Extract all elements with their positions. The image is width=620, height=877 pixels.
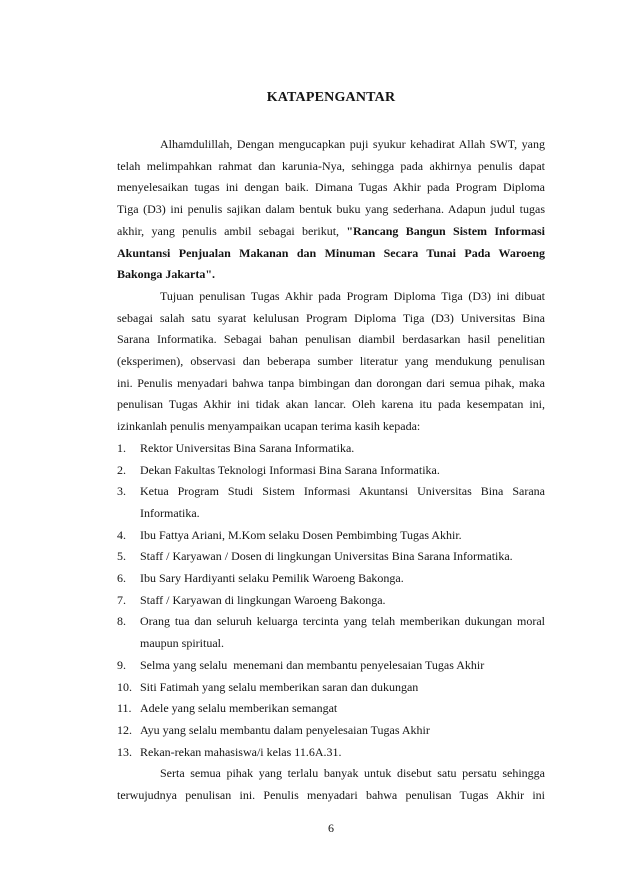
list-item-text: Orang tua dan seluruh keluarga tercinta yang telah memberikan dukungan moral <box>140 614 545 629</box>
list-number: 10. <box>117 679 132 694</box>
text-line: penulisan Tugas Akhir ini tidak akan lancar. Oleh karena itu pada kesempatan ini, <box>117 397 545 412</box>
text-line: (eksperimen), observasi dan beberapa sumber literatur yang mendukung penulisan <box>117 354 545 369</box>
paragraph-closing <box>117 763 545 806</box>
list-number: 12. <box>117 722 132 737</box>
list-number: 6. <box>117 571 126 586</box>
list-item <box>117 720 545 742</box>
list-item <box>117 481 545 524</box>
list-item-text: Siti Fatimah yang selalu memberikan saran dan dukungan <box>140 679 419 694</box>
list-item-text: Rektor Universitas Bina Sarana Informatika. <box>140 440 355 455</box>
text-line: menyelesaikan tugas ini dengan baik. Dimana Tugas Akhir pada Program Diploma <box>117 180 545 195</box>
list-item <box>117 698 545 720</box>
list-number: 8. <box>117 614 126 629</box>
list-number: 3. <box>117 484 126 499</box>
paragraph-intro <box>117 134 545 286</box>
list-item-text: Adele yang selalu memberikan semangat <box>140 701 338 716</box>
text-line: Alhamdulillah, Dengan mengucapkan puji syukur kehadirat Allah SWT, yang <box>160 137 545 151</box>
list-item-text: Rekan-rekan mahasiswa/i kelas 11.6A.31. <box>140 744 342 759</box>
text-line: Serta semua pihak yang terlalu banyak untuk disebut satu persatu sehingga <box>160 766 545 781</box>
thesis-title: "Rancang Bangun Sistem Informasi <box>346 223 546 238</box>
text-line: terwujudnya penulisan ini. Penulis menyadari bahwa penulisan Tugas Akhir ini <box>117 788 545 803</box>
list-number: 2. <box>117 462 126 477</box>
list-item <box>117 438 545 460</box>
list-number: 7. <box>117 592 126 607</box>
list-number: 11. <box>117 701 132 716</box>
list-item <box>117 742 545 764</box>
body-text <box>117 134 545 807</box>
list-number: 4. <box>117 527 126 542</box>
list-item-text: Ayu yang selalu membantu dalam penyelesaian Tugas Akhir <box>140 722 430 737</box>
thesis-title: Akuntansi Penjualan Makanan dan Minuman Secara Tunai Pada Waroeng <box>117 245 545 260</box>
list-number: 1. <box>117 440 126 455</box>
list-item-text: Ketua Program Studi Sistem Informasi Akuntansi Universitas Bina Sarana <box>140 484 545 499</box>
list-item <box>117 677 545 699</box>
thesis-title: Bakonga Jakarta". <box>117 267 216 282</box>
paragraph-purpose <box>117 286 545 438</box>
text-line: Tujuan penulisan Tugas Akhir pada Program Diploma Tiga (D3) ini dibuat <box>160 288 545 303</box>
text-line: Tiga (D3) ini penulis sajikan dalam bentuk buku yang sederhana. Adapun judul tugas <box>117 202 545 217</box>
list-item <box>117 568 545 590</box>
page-title: KATAPENGANTAR <box>266 90 396 105</box>
list-item-text: Informatika. <box>140 505 200 520</box>
text-line: Sarana Informatika. Sebagai bahan penulisan diambil berdasarkan hasil penelitian <box>117 332 545 347</box>
page-number: 6 <box>328 821 334 835</box>
list-number: 5. <box>117 549 126 564</box>
list-item-text: Selma yang selalu menemani dan membantu penyelesaian Tugas Akhir <box>140 657 485 672</box>
list-item <box>117 546 545 568</box>
list-item-text: Staff / Karyawan / Dosen di lingkungan Universitas Bina Sarana Informatika. <box>140 549 513 564</box>
acknowledgement-list <box>117 438 545 764</box>
text-line: izinkanlah penulis menyampaikan ucapan terima kasih kepada: <box>117 419 421 434</box>
list-number: 9. <box>117 657 126 672</box>
text-line <box>117 221 545 243</box>
list-item <box>117 590 545 612</box>
list-item-text: Ibu Fattya Ariani, M.Kom selaku Dosen Pembimbing Tugas Akhir. <box>140 527 462 542</box>
list-item-text: Staff / Karyawan di lingkungan Waroeng Bakonga. <box>140 592 386 607</box>
list-item-text: Ibu Sary Hardiyanti selaku Pemilik Waroeng Bakonga. <box>140 571 404 586</box>
list-item <box>117 611 545 654</box>
list-item <box>117 655 545 677</box>
list-item <box>117 525 545 547</box>
list-number: 13. <box>117 744 132 759</box>
text-segment: akhir, yang penulis ambil sebagai berikut, <box>117 223 340 238</box>
text-line: sebagai salah satu syarat kelulusan Program Diploma Tiga (D3) Universitas Bina <box>117 310 545 325</box>
text-line: ini. Penulis menyadari bahwa tanpa bimbingan dan dorongan dari semua pihak, maka <box>117 375 545 390</box>
text-line: telah melimpahkan rahmat dan karunia-Nya, sehingga pada akhirnya penulis dapat <box>117 158 545 173</box>
list-item-text: maupun spiritual. <box>140 636 224 651</box>
list-item-text: Dekan Fakultas Teknologi Informasi Bina Sarana Informatika. <box>140 462 440 477</box>
list-item <box>117 460 545 482</box>
